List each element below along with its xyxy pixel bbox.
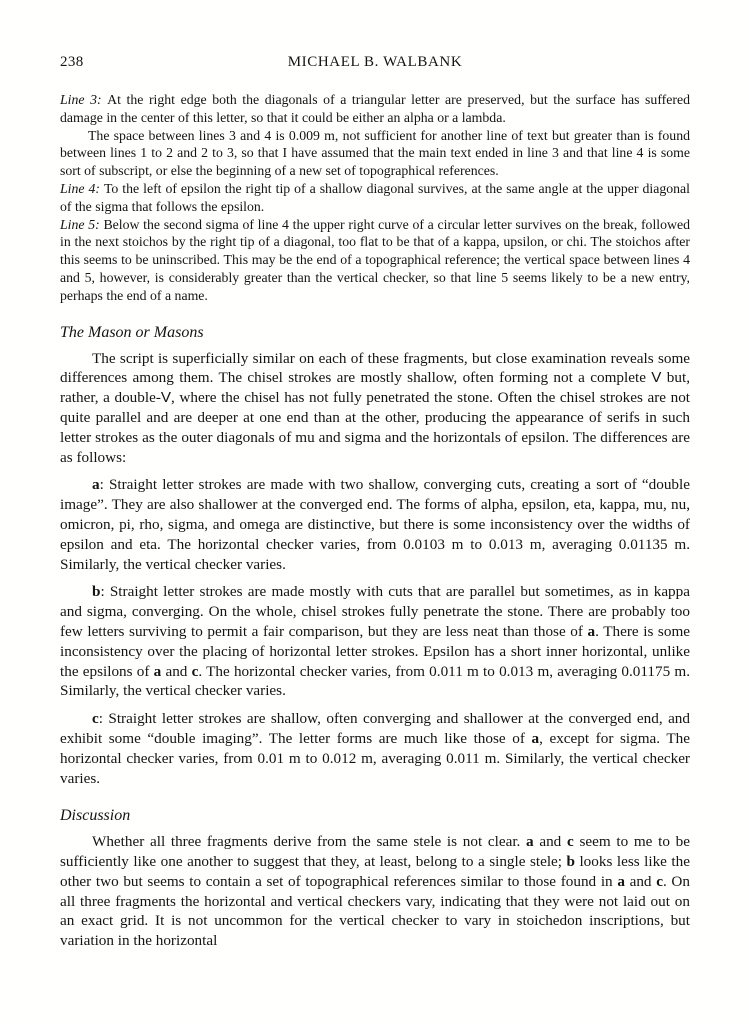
text-run: : Straight letter strokes are made with two shallow, converging cuts, creating a sort of “double image”. They are also shallower at the converged end. The forms of alpha, epsilon, eta, kappa, mu, nu, omicron, pi, rho, sigma, and omega are distinctive, but there is some inconsistency over the widths of epsilon and eta. The horizontal checker varies, from 0.0103 m to 0.013 m, averaging 0.01135 m. Similarly, the vertical checker varies.: [60, 476, 690, 573]
text-run: V: [651, 369, 662, 387]
page-body: [60, 91, 690, 951]
text-run: Line 5:: [60, 216, 104, 232]
text-run: a: [526, 833, 534, 851]
text-run: and: [161, 662, 192, 680]
text-run: . The horizontal checker varies, from 0.011 m to 0.013 m, averaging 0.01175 m. Similarly, the vertical checker varies.: [60, 662, 691, 700]
text-run: c: [191, 662, 199, 680]
text-run: seem to me to be sufficiently like one another to suggest that they, at least, belong to a single stele;: [60, 833, 690, 871]
apparatus-paragraph: [60, 216, 690, 305]
page-number: 238: [60, 54, 84, 70]
text-run: Line 4:: [60, 180, 104, 196]
text-run: a: [617, 872, 625, 890]
body-paragraph: [60, 475, 690, 574]
text-run: , except for sigma. The horizontal checker varies, from 0.01 m to 0.012 m, averaging 0.011 m. Similarly, the vertical checker varies.: [60, 729, 690, 787]
text-run: The space between lines 3 and 4 is 0.009 m, not sufficient for another line of text but greater than is found between lines 1 to 2 and 2 to 3, so that I have assumed that the main text ended in line 3 and that line 4 is some sort of subscript, or else the beginning of a new set of topographical references.: [60, 127, 690, 179]
text-run: : Straight letter strokes are shallow, often converging and shallower at the converged end, and exhibit some “double imaging”. The letter forms are much like those of: [60, 710, 690, 747]
text-run: : Straight letter strokes are made mostly with cuts that are parallel but sometimes, as in kappa and sigma, converging. On the whole, chisel strokes fully penetrate the stone. There are probably too few letters surviving to permit a fair comparison, but they are less neat than those of: [60, 583, 690, 640]
text-run: but, rather, a double-: [60, 369, 690, 407]
text-run: and: [533, 833, 567, 851]
text-run: At the right edge both the diagonals of a triangular letter are preserved, but the surface has suffered damage in the center of this letter, so that it could be either an alpha or a lambda.: [60, 92, 691, 125]
apparatus-paragraph: [60, 127, 690, 180]
text-run: a: [153, 662, 162, 680]
running-head: MICHAEL B. WALBANK: [287, 54, 463, 70]
text-run: c: [566, 833, 574, 851]
text-run: b: [92, 583, 101, 601]
text-run: . On all three fragments the horizontal and vertical checkers vary, indicating that they were not laid out on an exact grid. It is not uncommon for the vertical checker to vary in stoichedon inscriptions, but variation in the horizontal: [60, 872, 690, 950]
text-run: To the left of epsilon the right tip of a shallow diagonal survives, at the same angle at the upper diagonal of the sigma that follows the epsilon.: [60, 180, 691, 214]
text-run: Below the second sigma of line 4 the upper right curve of a circular letter survives on the break, followed in the next stoichos by the right tip of a diagonal, too flat to be that of a kappa, upsilon, or chi. The stoichos after this seems to be uninscribed. This may be the end of a topographical reference; the vertical space between lines 4 and 5, however, is considerably greater than the vertical checker, so that line 5 seems likely to be a new entry, perhaps the end of a name.: [60, 216, 691, 303]
page-header: [60, 54, 690, 70]
text-run: b: [566, 853, 575, 871]
text-run: V: [160, 389, 172, 407]
text-run: , where the chisel has not fully penetrated the stone. Often the chisel strokes are not quite parallel and are deeper at one end than at the other, producing the appearance of serifs in such letter strokes as the outer diagonals of mu and sigma and the horizontals of epsilon. The differences are as follows:: [60, 389, 691, 466]
text-run: a: [587, 622, 596, 640]
text-run: c: [92, 710, 99, 728]
apparatus-paragraph: [60, 91, 690, 127]
text-run: and: [624, 872, 657, 890]
body-paragraph: [60, 349, 690, 468]
body-paragraph: [60, 832, 690, 951]
text-run: a: [92, 476, 100, 494]
text-run: The script is superficially similar on each of these fragments, but close examination reveals some differences among them. The chisel strokes are mostly shallow, often forming not a complete: [60, 349, 690, 387]
body-paragraph: [60, 709, 690, 788]
text-run: looks less like the other two but seems to contain a set of topographical references similar to those found in: [60, 853, 690, 890]
text-run: . There is some inconsistency over the placing of horizontal letter strokes. Epsilon has a short inner horizontal, unlike the epsilons of: [60, 622, 690, 680]
text-run: a: [531, 729, 540, 747]
text-run: Whether all three fragments derive from the same stele is not clear.: [92, 833, 527, 851]
text-run: c: [656, 872, 663, 890]
apparatus-paragraph: [60, 180, 690, 216]
text-run: Line 3:: [60, 92, 108, 107]
section-heading: The Mason or Masons: [60, 323, 204, 341]
body-paragraph: [60, 582, 690, 701]
section-heading: Discussion: [60, 807, 131, 825]
